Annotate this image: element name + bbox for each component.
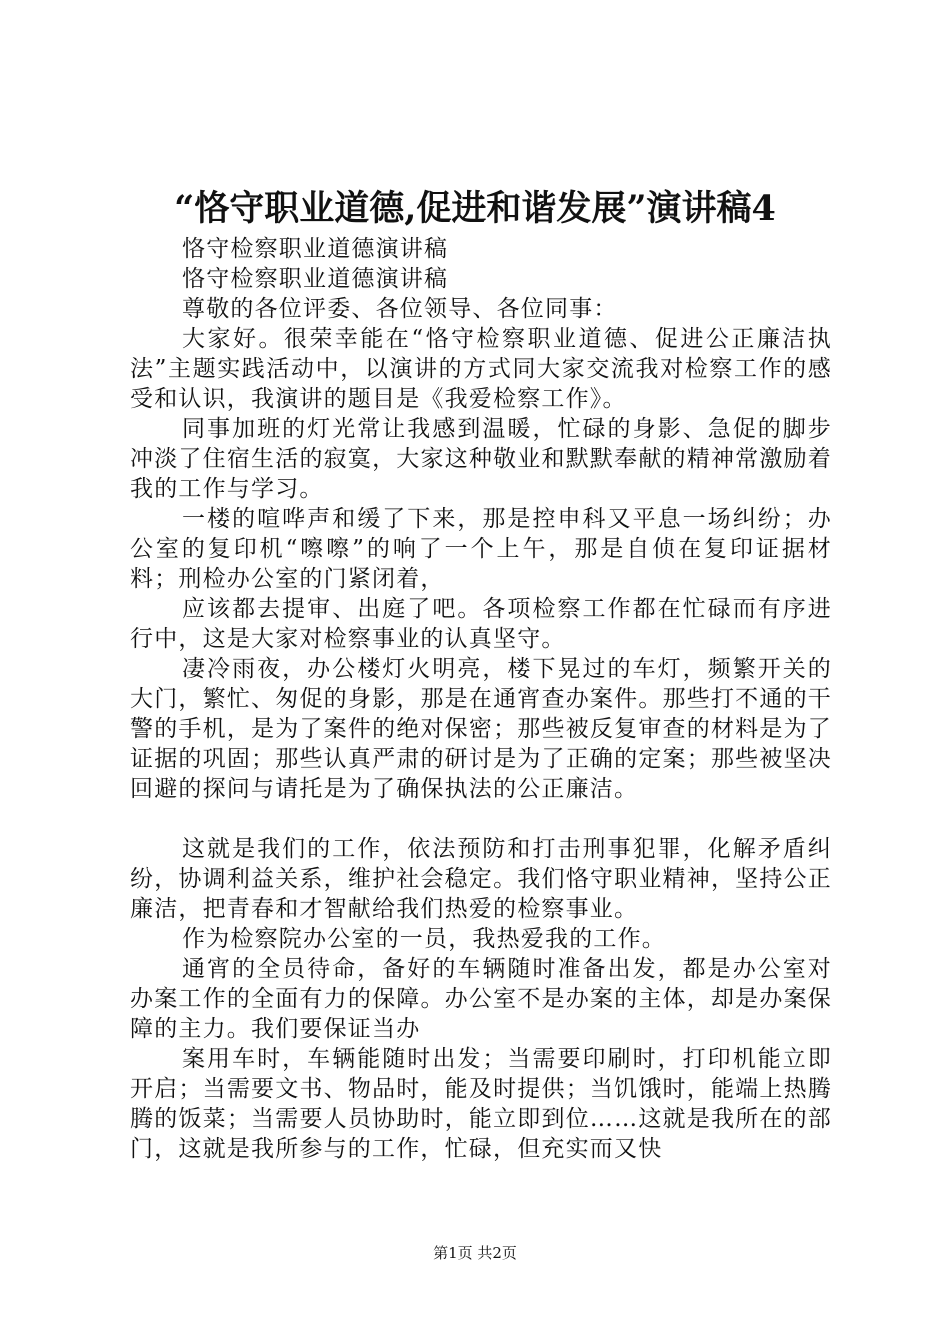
paragraph: 尊敬的各位评委、各位领导、各位同事： [182, 296, 618, 322]
paragraph: 一楼的喧哗声和缓了下来，那是控申科又平息一场纠纷；办公室的复印机“嚓嚓”的响了一个上午，那是自侦在复印证据材料；刑检办公室的门紧闭着， [130, 506, 832, 592]
paragraph: 大家好。很荣幸能在“恪守检察职业道德、促进公正廉洁执法”主题实践活动中，以演讲的方式同大家交流我对检察工作的感受和认识，我演讲的题目是《我爱检察工作》。 [130, 326, 832, 412]
document-title: “恪守职业道德,促进和谐发展”演讲稿4 [174, 188, 776, 229]
paragraph: 通宵的全员待命，备好的车辆随时准备出发，都是办公室对办案工作的全面有力的保障。办公室不是办案的主体，却是办案保障的主力。我们要保证当办 [130, 956, 832, 1042]
paragraph: 应该都去提审、出庭了吧。各项检察工作都在忙碌而有序进行中，这是大家对检察事业的认真坚守。 [130, 596, 832, 652]
paragraph: 案用车时，车辆能随时出发；当需要印刷时，打印机能立即开启；当需要文书、物品时，能及时提供；当饥饿时，能端上热腾腾的饭菜；当需要人员协助时，能立即到位……这就是我所在的部门，这就是我所参与的工作，忙碌，但充实而又快 [130, 1046, 832, 1162]
paragraph: 凄冷雨夜，办公楼灯火明亮，楼下晃过的车灯，频繁开关的大门，繁忙、匆促的身影，那是在通宵查办案件。那些打不通的干警的手机，是为了案件的绝对保密；那些被反复审查的材料是为了证据的巩固；那些认真严肃的研讨是为了正确的定案；那些被坚决回避的探问与请托是为了确保执法的公正廉洁。 [130, 656, 832, 802]
paragraph: 恪守检察职业道德演讲稿 [182, 266, 449, 292]
paragraph: 同事加班的灯光常让我感到温暖，忙碌的身影、急促的脚步冲淡了住宿生活的寂寞，大家这种敬业和默默奉献的精神常激励着我的工作与学习。 [130, 416, 832, 502]
page-footer: 第1页 共2页 [433, 1244, 517, 1262]
paragraph: 这就是我们的工作，依法预防和打击刑事犯罪，化解矛盾纠纷，协调利益关系，维护社会稳定。我们恪守职业精神，坚持公正廉洁，把青春和才智献给我们热爱的检察事业。 [130, 836, 832, 922]
paragraph: 恪守检察职业道德演讲稿 [182, 236, 449, 262]
paragraph: 作为检察院办公室的一员，我热爱我的工作。 [182, 926, 666, 952]
document-body [130, 234, 832, 1164]
